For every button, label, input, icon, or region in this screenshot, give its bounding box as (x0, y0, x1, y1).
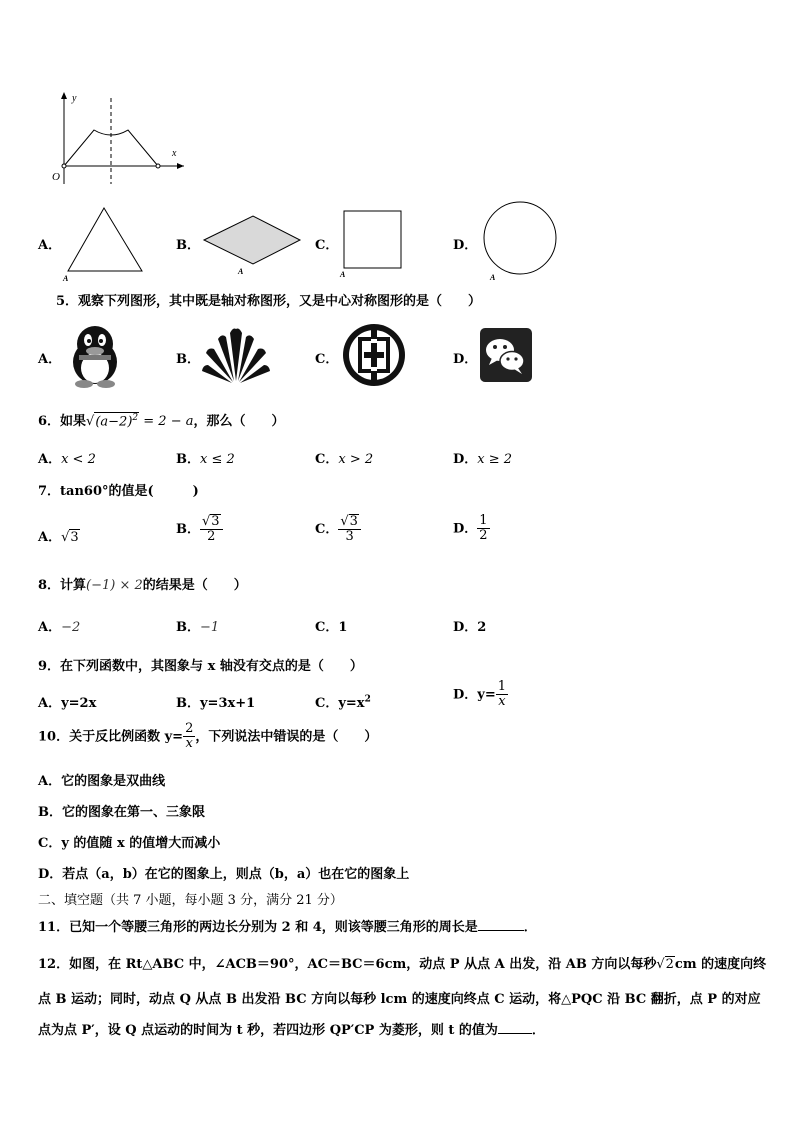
q10-option-b: B．它的图象在第一、三象限 (38, 805, 205, 820)
q10-option-c: C．y 的值随 x 的值增大而减小 (38, 836, 221, 851)
q4-option-b-letter: B． (176, 238, 200, 253)
q4-option-a-letter: A． (38, 238, 62, 253)
qq-penguin-icon (62, 322, 128, 388)
q7-option-d: D． $\frac{1}{2}$ (453, 513, 488, 544)
q6-option-a: A．x < 2 (38, 452, 96, 467)
q5-option-a-letter: A． (38, 352, 62, 367)
q4-function-graph (44, 88, 194, 188)
q6-option-c: C．x > 2 (315, 452, 374, 467)
q7-option-c: C． $\frac{√3}{3}$ (315, 514, 361, 545)
q9-question: 9．在下列函数中，其图象与 x 轴没有交点的是（ ） (38, 659, 363, 674)
q12-line1: 12．如图，在 Rt△ABC 中，∠ACB＝90°，AC＝BC＝6cm，动点 P 从点 A 出发，沿 AB 方向以每秒√2cm 的速度向终 (38, 957, 767, 972)
q4-option-c-square (338, 207, 406, 279)
q10-option-a: A．它的图象是双曲线 (38, 774, 166, 789)
q4-option-d-circle (482, 200, 562, 284)
q11-question: 11．已知一个等腰三角形的两边长分别为 2 和 4，则该等腰三角形的周长是 ． (38, 920, 537, 935)
q12-line3: 点为点 P′，设 Q 点运动的时间为 t 秒，若四边形 QP′CP 为菱形，则 t 的值为 ． (38, 1023, 545, 1038)
q6-option-b: B．x ≤ 2 (176, 452, 235, 467)
q9-option-c: C．$y=x^2$ (315, 694, 371, 711)
q5-question: 5．观察下列图形，其中既是轴对称图形，又是中心对称图形的是（ ） (56, 294, 482, 309)
q6-option-d: D．x ≥ 2 (453, 452, 513, 467)
q9-option-d: D．y= $\frac{1}{x}$ (453, 679, 507, 710)
q5-option-d-letter: D． (453, 352, 478, 367)
q6-radical: $√(a-2)^2$ (86, 412, 139, 429)
svg-text:A: A (238, 267, 244, 276)
q4-option-d-letter: D． (453, 238, 478, 253)
section-heading: 二、填空题（共 7 小题，每小题 3 分，满分 21 分） (38, 893, 343, 908)
q11-answer-blank (478, 930, 524, 931)
q8-option-b: B．−1 (176, 620, 220, 635)
svg-text:A: A (63, 274, 69, 283)
q7-option-a: A．√3 (38, 530, 79, 545)
huawei-logo-icon (200, 325, 272, 385)
q8-option-d: D．2 (453, 620, 487, 635)
icbc-logo-icon (340, 321, 408, 389)
q4-option-c-letter: C． (315, 238, 339, 253)
q7-question: 7．tan60°的值是( ) (38, 484, 199, 499)
q5-option-c-letter: C． (315, 352, 339, 367)
q4-option-a-triangle (62, 205, 146, 283)
q9-option-a: A．y=2x (38, 696, 97, 711)
q6-question: 6．如果$√(a-2)^2 = 2 - a$，那么（ ） (38, 412, 285, 429)
wechat-logo-icon (480, 328, 532, 382)
q8-question: 8．计算(−1) × 2的结果是（ ） (38, 578, 247, 593)
q4-origin-label: O (52, 171, 60, 183)
svg-text:A: A (340, 270, 346, 279)
q4-axis-y-label: y (72, 93, 77, 104)
q10-question: 10．关于反比例函数 y= $\frac{2}{x}$ ，下列说法中错误的是（ ） (38, 721, 378, 752)
q12-line2: 点 B 运动；同时，动点 Q 从点 B 出发沿 BC 方向以每秒 lcm 的速度向终点 C 运动，将△PQC 沿 BC 翻折，点 P 的对应 (38, 992, 761, 1007)
svg-text:A: A (490, 273, 496, 282)
q4-option-b-rhombus (200, 210, 304, 276)
q9-option-b: B．y=3x+1 (176, 696, 256, 711)
q7-option-b: B． $\frac{√3}{2}$ (176, 514, 223, 545)
q8-option-a: A．−2 (38, 620, 81, 635)
q8-option-c: C．1 (315, 620, 348, 635)
q10-option-d: D．若点（a，b）在它的图象上，则点（b，a）也在它的图象上 (38, 867, 410, 882)
q12-answer-blank (498, 1033, 532, 1034)
q4-axis-x-label: x (172, 148, 177, 159)
q5-option-b-letter: B． (176, 352, 200, 367)
